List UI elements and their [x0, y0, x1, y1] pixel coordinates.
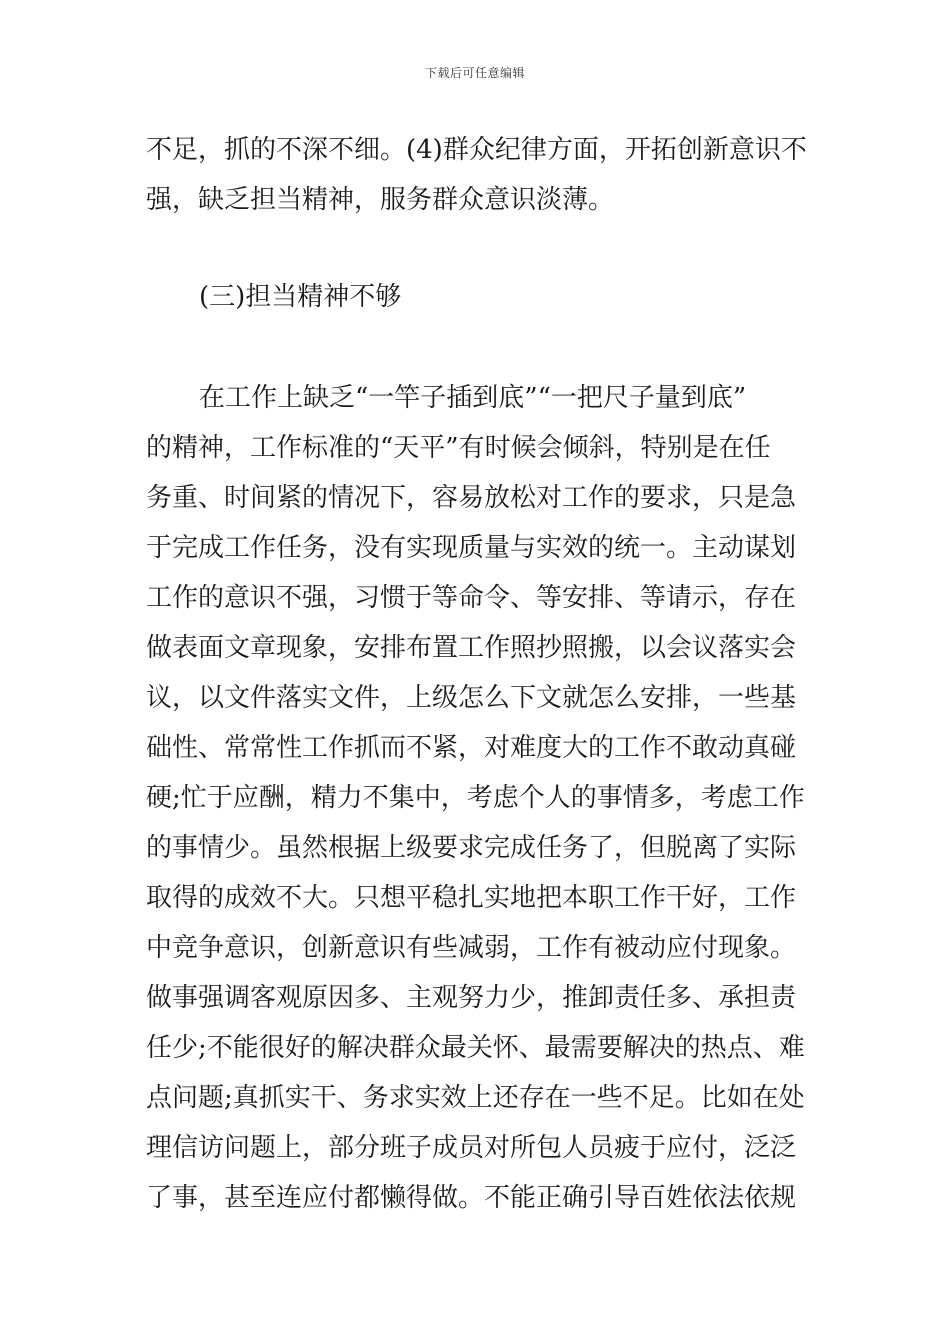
section-heading: (三)担当精神不够 [199, 282, 402, 312]
text-line: 做事强调客观原因多、主观努力少，推卸责任多、承担责 [146, 983, 797, 1013]
text-line: 务重、时间紧的情况下，容易放松对工作的要求，只是急 [146, 483, 797, 513]
text-line: 的事情少。虽然根据上级要求完成任务了，但脱离了实际 [146, 833, 797, 863]
text-line: 强，缺乏担当精神，服务群众意识淡薄。 [146, 185, 615, 215]
page-header: 下载后可任意编辑 [424, 66, 525, 80]
text-line: 在工作上缺乏“一竿子插到底”“一把尺子量到底” [199, 383, 747, 413]
text-line: 中竞争意识，创新意识有些减弱，工作有被动应付现象。 [146, 933, 797, 963]
text-line: 理信访问题上，部分班子成员对所包人员疲于应付，泛泛 [146, 1133, 797, 1163]
text-line: 础性、常常性工作抓而不紧，对难度大的工作不敢动真碰 [146, 733, 797, 763]
text-line: 的精神，工作标准的“天平”有时候会倾斜，特别是在任 [146, 433, 771, 463]
text-line: 点问题;真抓实干、务求实效上还存在一些不足。比如在处 [146, 1083, 805, 1113]
text-line: 工作的意识不强，习惯于等命令、等安排、等请示，存在 [146, 583, 797, 613]
text-line: 议，以文件落实文件，上级怎么下文就怎么安排，一些基 [146, 683, 797, 713]
text-line: 了事，甚至连应付都懒得做。不能正确引导百姓依法依规 [146, 1183, 797, 1213]
text-line: 做表面文章现象，安排布置工作照抄照搬，以会议落实会 [146, 633, 797, 663]
text-line: 硬;忙于应酬，精力不集中，考虑个人的事情多，考虑工作 [146, 783, 805, 813]
text-line: 取得的成效不大。只想平稳扎实地把本职工作干好，工作 [146, 883, 797, 913]
text-line: 任少;不能很好的解决群众最关怀、最需要解决的热点、难 [146, 1033, 805, 1063]
text-line: 于完成工作任务，没有实现质量与实效的统一。主动谋划 [146, 533, 797, 563]
text-line: 不足，抓的不深不细。(4)群众纪律方面，开拓创新意识不 [146, 135, 807, 165]
